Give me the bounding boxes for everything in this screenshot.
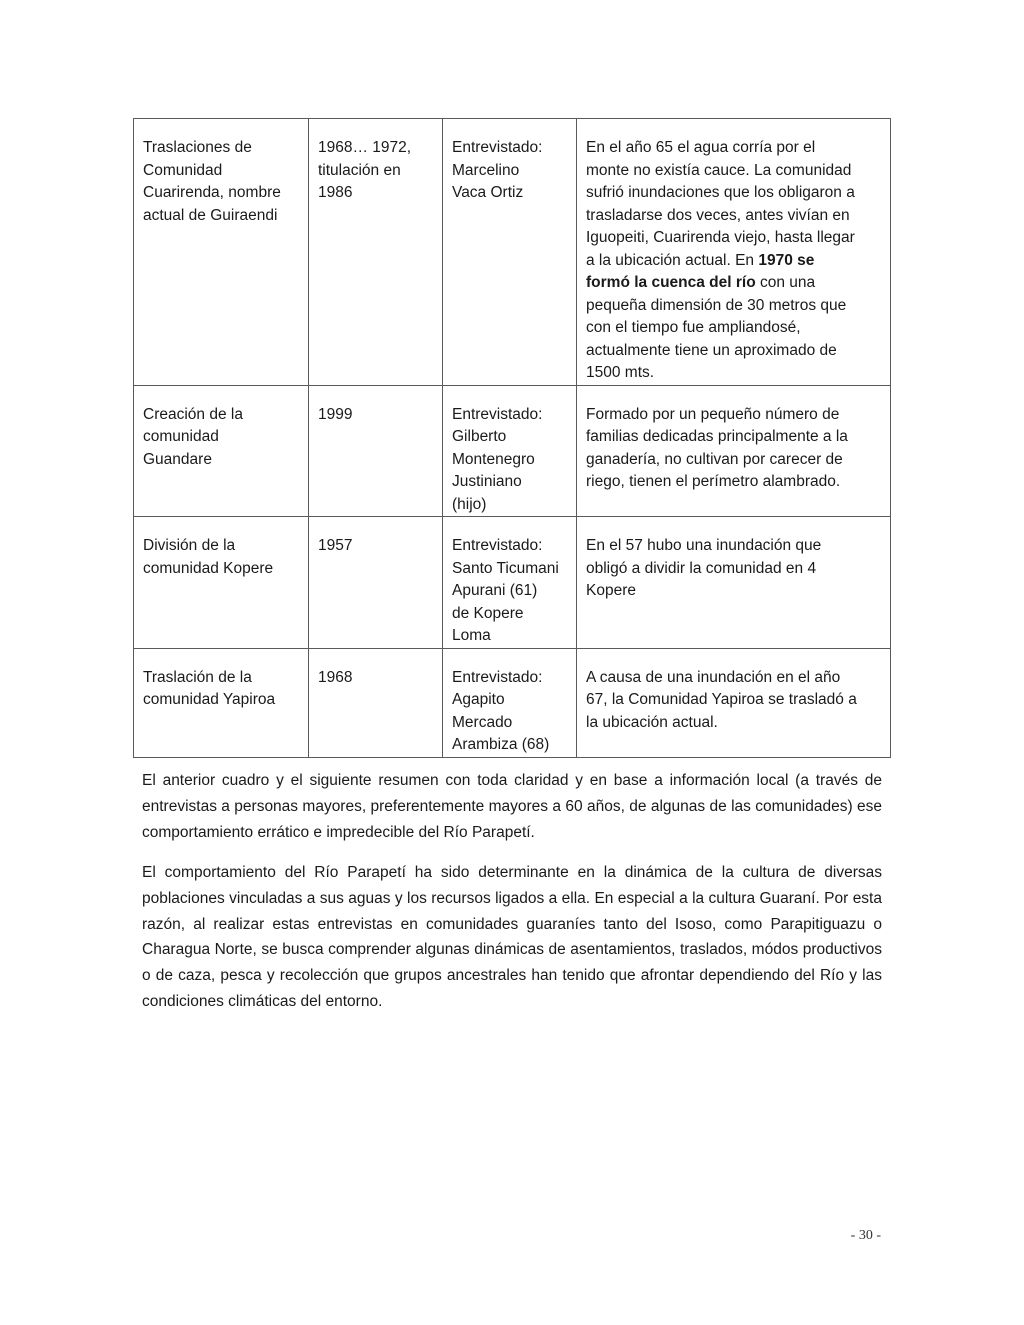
table-row bbox=[134, 385, 891, 517]
event-cell: Creación de la comunidad Guandare bbox=[134, 385, 309, 517]
source-cell: Entrevistado: Marcelino Vaca Ortiz bbox=[443, 119, 577, 386]
table-row bbox=[134, 517, 891, 649]
source-cell: Entrevistado: Gilberto Montenegro Justiniano (hijo) bbox=[443, 385, 577, 517]
table-row bbox=[134, 648, 891, 757]
event-cell: División de la comunidad Kopere bbox=[134, 517, 309, 649]
table-row bbox=[134, 119, 891, 386]
year-cell: 1999 bbox=[309, 385, 443, 517]
year-cell: 1968… 1972, titulación en 1986 bbox=[309, 119, 443, 386]
source-cell: Entrevistado: Santo Ticumani Apurani (61) de Kopere Loma bbox=[443, 517, 577, 649]
year-cell: 1968 bbox=[309, 648, 443, 757]
description-cell: Formado por un pequeño número de familias dedicadas principalmente a la ganadería, no cultivan por carecer de riego, tienen el perímetro alambrado. bbox=[577, 385, 891, 517]
event-cell: Traslaciones de Comunidad Cuarirenda, nombre actual de Guiraendi bbox=[134, 119, 309, 386]
description-cell: A causa de una inundación en el año 67, la Comunidad Yapiroa se trasladó a la ubicación actual. bbox=[577, 648, 891, 757]
event-cell: Traslación de la comunidad Yapiroa bbox=[134, 648, 309, 757]
description-cell: En el 57 hubo una inundación que obligó a dividir la comunidad en 4 Kopere bbox=[577, 517, 891, 649]
year-cell: 1957 bbox=[309, 517, 443, 649]
description-cell: En el año 65 el agua corría por el monte no existía cauce. La comunidad sufrió inundaciones que los obligaron a trasladarse dos veces, antes vivían en Iguopeiti, Cuarirenda viejo, hasta llegar a la ubicación actual. En 1970 se formó la cuenca del río con una pequeña dimensión de 30 metros que con el tiempo fue ampliandosé, actualmente tiene un aproximado de 1500 mts. bbox=[577, 119, 891, 386]
body-paragraph: El anterior cuadro y el siguiente resumen con toda claridad y en base a información local (a través de entrevistas a personas mayores, preferentemente mayores a 60 años, de algunas de las comunidades) ese comportamiento errático e impredecible del Río Parapetí. bbox=[142, 772, 882, 841]
history-table bbox=[133, 118, 891, 758]
page-number: - 30 - bbox=[850, 1228, 881, 1243]
source-cell: Entrevistado: Agapito Mercado Arambiza (68) bbox=[443, 648, 577, 757]
body-paragraph: El comportamiento del Río Parapetí ha sido determinante en la dinámica de la cultura de diversas poblaciones vinculadas a sus aguas y los recursos ligados a ella. En especial a la cultura Guaraní. Por esta razón, al realizar estas entrevistas en comunidades guaraníes tanto del Isoso, como Parapitiguazu o Charagua Norte, se busca comprender algunas dinámicas de asentamientos, traslados, módos productivos o de caza, pesca y recolección que grupos ancestrales han tenido que afrontar dependiendo del Río y las condiciones climáticas del entorno. bbox=[142, 864, 882, 1010]
